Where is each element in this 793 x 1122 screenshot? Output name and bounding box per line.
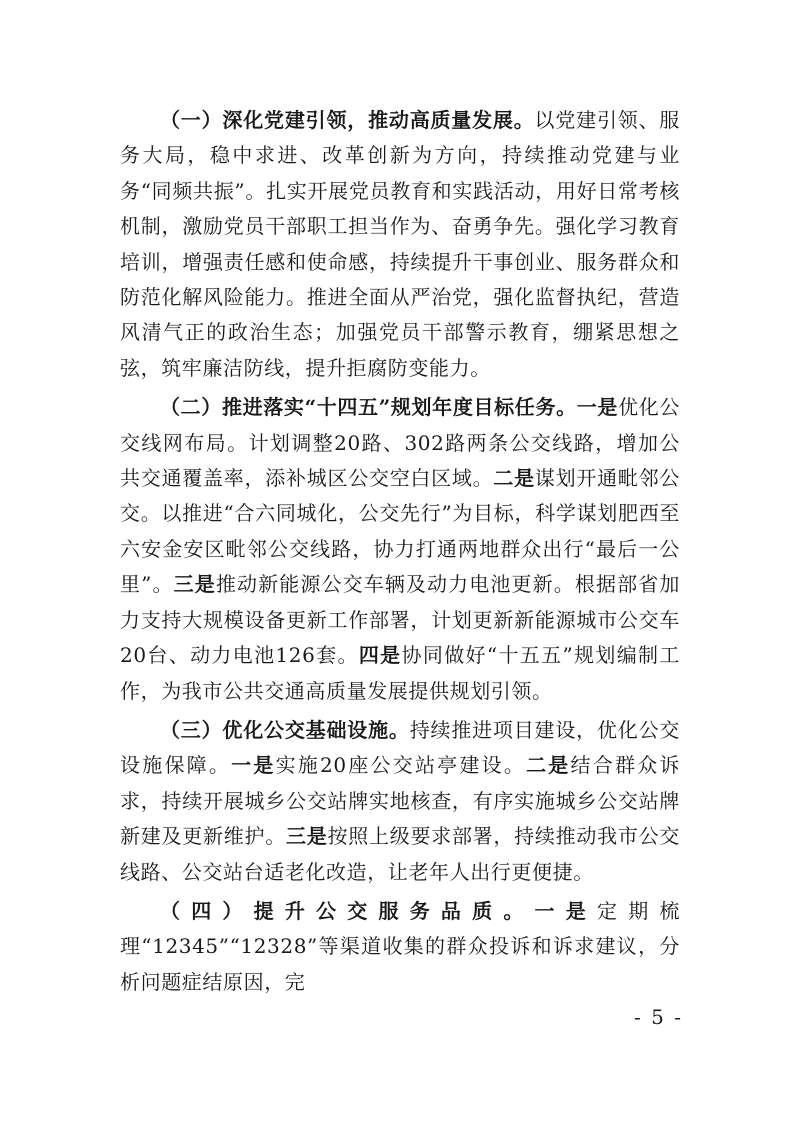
ordinal-run: 一是: [576, 395, 619, 420]
paragraph-1: [120, 103, 680, 386]
ordinal-run: 四是: [358, 643, 402, 668]
paragraph-2: [120, 390, 680, 709]
ordinal-run: 二是: [493, 466, 535, 491]
ordinal-run: 一是: [534, 898, 597, 923]
text-run: 协同做好“十五五”规划编制工作，为我市公共交通高质量发展提供规划引领。: [120, 643, 680, 703]
paragraph-4: [120, 894, 680, 1000]
page-number: - 5 -: [634, 1005, 683, 1029]
ordinal-run: 一是: [231, 753, 276, 778]
body-text: [120, 103, 680, 1004]
text-run: 实施20座公交站亭建设。: [275, 753, 527, 778]
text-run: 推动新能源公交车辆及动力电池更新。根据部省加力支持大规模设备更新工作部署，计划更新新能源城市公交车20台、动力电池126套。: [120, 572, 680, 668]
heading-run: （二）推进落实“十四五”规划年度目标任务。: [160, 395, 577, 420]
text-run: 以党建引领、服务大局，稳中求进、改革创新为方向，持续推动党建与业务“同频共振”。扎实开展党员教育和实践活动，用好日常考核机制，激励党员干部职工担当作为、奋勇争先。强化学习教育培训，增强责任感和使命感，持续提升干事创业、服务群众和防范化解风险能力。推进全面从严治党，强化监督执纪，营造风清气正的政治生态；加强党员干部警示教育，绷紧思想之弦，筑牢廉洁防线，提升拒腐防变能力。: [120, 108, 680, 380]
heading-run: （三）优化公交基础设施。: [160, 717, 410, 742]
text-run: 结合群众诉求，持续开展城乡公交站牌实地核查，有序实施城乡公交站牌新建及更新维护。: [120, 753, 681, 849]
text-run: 持续推进项目建设，优化公交设施保障。: [120, 717, 680, 778]
text-run: 优化公交线网布局。计划调整20路、302路两条公交线路，增加公共交通覆盖率，添补城区公交空白区域。: [120, 395, 680, 491]
ordinal-run: 三是: [285, 824, 328, 849]
heading-run: （四）提升公交服务品质。: [160, 898, 535, 923]
text-run: 谋划开通毗邻公交。以推进“合六同城化，公交先行”为目标，科学谋划肥西至六安金安区毗邻公交线路，协力打通两地群众出行“最后一公里”。: [120, 466, 680, 597]
ordinal-run: 三是: [173, 572, 216, 597]
ordinal-run: 二是: [526, 753, 571, 778]
heading-run: （一）深化党建引领，推动高质量发展。: [160, 108, 535, 132]
text-run: 按照上级要求部署，持续推动我市公交线路、公交站台适老化改造，让老年人出行更便捷。: [120, 824, 680, 884]
paragraph-3: [120, 713, 680, 890]
text-run: 定期梳理“12345”“12328”等渠道收集的群众投诉和诉求建议，分析问题症结原因，完: [120, 898, 681, 994]
